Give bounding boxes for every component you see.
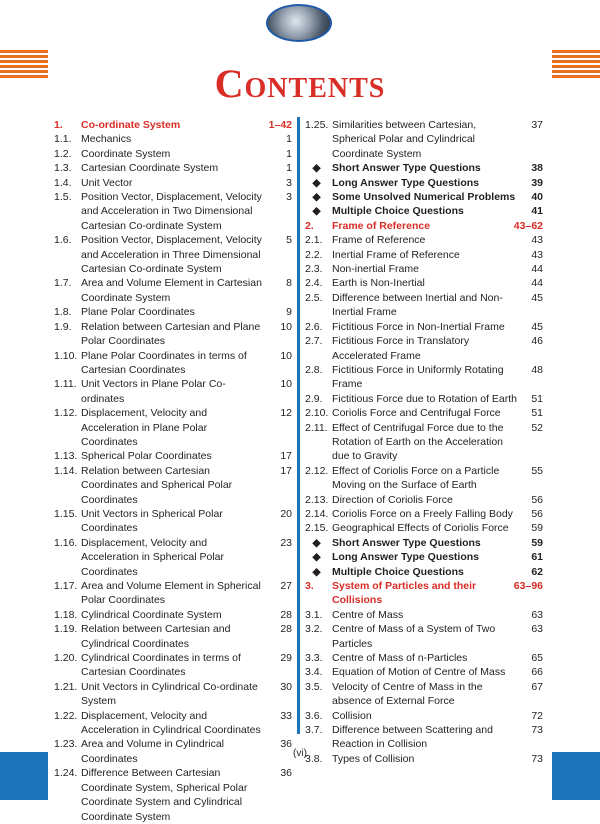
toc-entry-page: 10 — [280, 349, 292, 362]
toc-entry-number: 1.10. — [54, 349, 78, 362]
toc-entry-title: Short Answer Type Questions — [332, 162, 481, 175]
diamond-bullet-icon: ◆ — [312, 536, 321, 549]
diamond-bullet-icon: ◆ — [312, 176, 321, 189]
toc-entry-title: Collision — [332, 709, 372, 722]
blue-corner-right — [552, 752, 600, 800]
toc-entry-title: Unit Vector — [81, 176, 133, 189]
toc-entry-title: Earth is Non-Inertial — [332, 277, 425, 290]
toc-right-column — [305, 118, 543, 766]
toc-entry-title: Difference Between Cartesian Coordinate System, Spherical Polar Coordinate System and Cylindrical Coordinate System — [81, 767, 248, 823]
toc-entry-title: Area and Volume in Cylindrical Coordinates — [81, 738, 224, 765]
toc-entry — [305, 320, 543, 334]
toc-entry-number: 1.12. — [54, 407, 78, 420]
toc-entry-number: 2.12. — [305, 464, 329, 477]
toc-entry-page: 28 — [280, 623, 292, 636]
toc-entry-title: System of Particles and their Collisions — [332, 580, 477, 607]
toc-entry-title: Co-ordinate System — [81, 119, 181, 131]
toc-entry-page: 67 — [531, 680, 543, 693]
toc-entry — [305, 363, 543, 392]
toc-entry-page: 73 — [531, 752, 543, 765]
toc-entry — [305, 521, 543, 535]
toc-entry-page: 43 — [531, 234, 543, 247]
toc-entry-number: 2.3. — [305, 263, 323, 276]
toc-entry-number: 1.20. — [54, 652, 78, 665]
toc-entry — [54, 680, 292, 709]
toc-entry — [54, 651, 292, 680]
column-divider — [297, 117, 300, 734]
toc-entry-title: Long Answer Type Questions — [332, 176, 480, 189]
toc-entry-number: 1.21. — [54, 680, 78, 693]
toc-entry-number: 1.18. — [54, 608, 78, 621]
toc-entry-number: 1.4. — [54, 176, 72, 189]
toc-entry-page: 51 — [531, 407, 543, 420]
toc-entry-number: 3.8. — [305, 752, 323, 765]
toc-entry-title: Centre of Mass of a System of Two Particles — [332, 623, 496, 650]
toc-entry-title: Difference between Inertial and Non-Inertial Frame — [332, 291, 503, 319]
toc-questions-entry — [305, 161, 543, 175]
toc-entry — [305, 608, 543, 622]
toc-entry-number: 1.19. — [54, 623, 78, 636]
toc-entry-title: Fictitious Force due to Rotation of Earth — [332, 392, 518, 405]
toc-entry — [54, 464, 292, 507]
toc-entry-page: 51 — [531, 392, 543, 405]
toc-entry-page: 59 — [531, 522, 543, 535]
toc-entry-number: 2.9. — [305, 392, 323, 405]
toc-entry — [54, 320, 292, 349]
toc-entry-page: 3 — [286, 191, 292, 204]
toc-entry-title: Coriolis Force on a Freely Falling Body — [332, 507, 513, 520]
diamond-bullet-icon: ◆ — [312, 205, 321, 218]
toc-entry-title: Area and Volume Element in Cartesian Coordinate System — [81, 277, 262, 304]
toc-entry-page: 39 — [531, 176, 543, 189]
toc-entry-title: Unit Vectors in Cylindrical Co-ordinate System — [81, 680, 258, 708]
toc-entry — [305, 406, 543, 420]
toc-entry-number: 3. — [305, 580, 314, 592]
toc-entry — [305, 622, 543, 651]
toc-entry-number: 1.22. — [54, 709, 78, 722]
toc-entry-number: 2.1. — [305, 234, 323, 247]
toc-entry — [54, 579, 292, 608]
toc-entry-page: 45 — [531, 320, 543, 333]
toc-entry — [54, 161, 292, 175]
toc-entry-title: Centre of Mass — [332, 608, 404, 621]
toc-entry-page: 61 — [531, 551, 543, 564]
toc-entry — [54, 608, 292, 622]
toc-entry — [305, 493, 543, 507]
toc-entry-page: 59 — [531, 536, 543, 549]
toc-entry-number: 1.15. — [54, 507, 78, 520]
gears-emblem-image — [266, 4, 332, 42]
toc-entry — [54, 377, 292, 406]
toc-entry-number: 2.2. — [305, 248, 323, 261]
toc-entry-page: 36 — [280, 738, 292, 751]
toc-entry-page: 29 — [280, 652, 292, 665]
toc-entry-page: 10 — [280, 378, 292, 391]
toc-entry-page: 46 — [531, 335, 543, 348]
toc-entry-title: Displacement, Velocity and Acceleration in Plane Polar Coordinates — [81, 407, 208, 448]
toc-entry-page: 66 — [531, 666, 543, 679]
toc-chapter-heading — [54, 118, 292, 132]
toc-entry — [305, 709, 543, 723]
toc-entry-title: Unit Vectors in Plane Polar Co-ordinates — [81, 378, 226, 405]
toc-questions-entry — [305, 550, 543, 564]
toc-entry-number: 1.2. — [54, 147, 72, 160]
toc-entry — [305, 291, 543, 320]
toc-entry-title: Relation between Cartesian and Cylindrical Coordinates — [81, 623, 231, 650]
toc-entry-number: 1.16. — [54, 536, 78, 549]
toc-entry-page: 52 — [531, 421, 543, 434]
toc-entry-page: 20 — [280, 507, 292, 520]
toc-entry-page: 56 — [531, 493, 543, 506]
toc-entry-number: 1.14. — [54, 464, 78, 477]
toc-entry-page: 1–42 — [268, 119, 292, 131]
toc-questions-entry — [305, 536, 543, 550]
toc-entry — [305, 118, 543, 161]
toc-entry-title: Non-inertial Frame — [332, 263, 419, 276]
toc-entry — [54, 766, 292, 824]
toc-entry-title: Coriolis Force and Centrifugal Force — [332, 407, 501, 420]
diamond-bullet-icon: ◆ — [312, 551, 321, 564]
toc-entry-title: Spherical Polar Coordinates — [81, 450, 212, 463]
toc-entry-page: 65 — [531, 652, 543, 665]
toc-entry-title: Relation between Cartesian Coordinates and Spherical Polar Coordinates — [81, 464, 233, 506]
toc-entry-number: 2.5. — [305, 291, 323, 304]
toc-entry-number: 1.3. — [54, 162, 72, 175]
toc-entry — [305, 276, 543, 290]
toc-entry-title: Cylindrical Coordinates in terms of Cartesian Coordinates — [81, 652, 241, 679]
toc-entry-title: Relation between Cartesian and Plane Polar Coordinates — [81, 320, 261, 348]
toc-entry — [305, 248, 543, 262]
toc-chapter-heading — [305, 219, 543, 233]
toc-entry-page: 3 — [286, 176, 292, 189]
toc-entry-number: 2.14. — [305, 507, 329, 520]
toc-entry-page: 8 — [286, 277, 292, 290]
toc-questions-entry — [305, 204, 543, 218]
toc-entry-title: Plane Polar Coordinates — [81, 306, 195, 319]
toc-entry — [305, 507, 543, 521]
toc-entry-number: 1.9. — [54, 320, 72, 333]
toc-entry — [305, 334, 543, 363]
toc-entry-page: 63–96 — [513, 580, 543, 592]
toc-entry-number: 1.6. — [54, 234, 72, 247]
toc-entry-page: 43–62 — [513, 219, 543, 232]
toc-entry — [54, 536, 292, 579]
toc-entry — [305, 651, 543, 665]
toc-entry-page: 27 — [280, 580, 292, 592]
diamond-bullet-icon: ◆ — [312, 162, 321, 175]
toc-entry-title: Frame of Reference — [332, 234, 426, 247]
toc-entry — [54, 709, 292, 738]
toc-entry-page: 1 — [286, 147, 292, 160]
toc-entry-title: Fictitious Force in Uniformly Rotating Frame — [332, 363, 504, 391]
toc-entry-title: Unit Vectors in Spherical Polar Coordinates — [81, 507, 223, 535]
toc-entry-number: 1.1. — [54, 133, 72, 146]
page-title: Contents — [214, 61, 386, 106]
toc-entry-page: 12 — [280, 407, 292, 420]
toc-entry-number: 2.6. — [305, 320, 323, 333]
toc-entry-number: 3.1. — [305, 608, 323, 621]
toc-entry — [305, 262, 543, 276]
toc-entry-number: 3.3. — [305, 652, 323, 665]
toc-entry-page: 5 — [286, 234, 292, 247]
toc-entry-number: 3.5. — [305, 680, 323, 693]
toc-entry — [54, 449, 292, 463]
toc-entry — [54, 406, 292, 449]
toc-entry-page: 73 — [531, 724, 543, 737]
toc-entry-page: 55 — [531, 464, 543, 477]
toc-entry-title: Displacement, Velocity and Acceleration in Spherical Polar Coordinates — [81, 536, 224, 578]
toc-entry-title: Long Answer Type Questions — [332, 551, 480, 564]
toc-questions-entry — [305, 176, 543, 190]
toc-entry-number: 3.6. — [305, 709, 323, 722]
toc-entry-page: 44 — [531, 277, 543, 290]
toc-entry-title: Difference between Scattering and Reaction in Collision — [332, 724, 493, 751]
toc-entry — [54, 132, 292, 146]
toc-entry-page: 17 — [280, 464, 292, 477]
toc-chapter-heading — [305, 579, 543, 608]
toc-questions-entry — [305, 565, 543, 579]
toc-entry-page: 28 — [280, 608, 292, 621]
toc-entry-page: 23 — [280, 536, 292, 549]
toc-questions-entry — [305, 190, 543, 204]
toc-entry-page: 9 — [286, 306, 292, 319]
diamond-bullet-icon: ◆ — [312, 191, 321, 204]
toc-entry — [54, 305, 292, 319]
toc-entry-title: Inertial Frame of Reference — [332, 248, 460, 261]
toc-entry-title: Effect of Coriolis Force on a Particle Moving on the Surface of Earth — [332, 464, 500, 492]
toc-entry — [54, 507, 292, 536]
toc-entry-title: Similarities between Cartesian, Spherical Polar and Cylindrical Coordinate System — [332, 119, 477, 160]
toc-entry-title: Multiple Choice Questions — [332, 565, 464, 578]
toc-entry — [54, 190, 292, 233]
toc-entry-title: Effect of Centrifugal Force due to the Rotation of Earth on the Acceleration due to Gravity — [332, 421, 504, 463]
toc-entry-title: Cylindrical Coordinate System — [81, 608, 222, 621]
toc-entry — [54, 147, 292, 161]
toc-entry — [54, 176, 292, 190]
page-number-footer: (vi) — [293, 748, 307, 759]
toc-entry-number: 1.8. — [54, 306, 72, 319]
toc-entry-page: 36 — [280, 767, 292, 780]
toc-entry-title: Position Vector, Displacement, Velocity and Acceleration in Two Dimensional Cartesian Co-ordinate System — [81, 191, 262, 232]
toc-entry-number: 3.7. — [305, 724, 323, 737]
toc-entry-page: 40 — [531, 191, 543, 204]
toc-entry-page: 62 — [531, 565, 543, 578]
toc-entry-title: Cartesian Coordinate System — [81, 162, 219, 175]
toc-entry — [54, 349, 292, 378]
toc-entry-title: Centre of Mass of n-Particles — [332, 652, 468, 665]
diamond-bullet-icon: ◆ — [312, 565, 321, 578]
toc-entry-title: Plane Polar Coordinates in terms of Cartesian Coordinates — [81, 349, 247, 376]
toc-entry-number: 1.5. — [54, 191, 72, 204]
toc-entry-page: 63 — [531, 608, 543, 621]
toc-entry-number: 2.15. — [305, 522, 329, 535]
toc-entry-number: 2.11. — [305, 421, 328, 434]
toc-entry-number: 2.13. — [305, 493, 329, 506]
toc-entry — [305, 421, 543, 464]
toc-entry-title: Types of Collision — [332, 752, 415, 765]
toc-entry-page: 1 — [286, 133, 292, 146]
toc-entry-title: Position Vector, Displacement, Velocity and Acceleration in Three Dimensional Cartesian Co-ordinate System — [81, 234, 262, 276]
toc-entry-page: 48 — [531, 363, 543, 376]
toc-entry-title: Fictitious Force in Non-Inertial Frame — [332, 320, 505, 333]
toc-entry-number: 1.23. — [54, 738, 78, 751]
toc-entry-number: 1.24. — [54, 767, 78, 780]
toc-entry-page: 1 — [286, 162, 292, 175]
toc-left-column — [54, 118, 292, 824]
toc-entry-title: Velocity of Centre of Mass in the absence of External Force — [332, 680, 483, 708]
toc-entry-number: 2.8. — [305, 363, 323, 376]
toc-entry-page: 45 — [531, 291, 543, 304]
toc-entry — [54, 276, 292, 305]
toc-entry-title: Displacement, Velocity and Acceleration in Cylindrical Coordinates — [81, 709, 261, 737]
toc-entry-page: 44 — [531, 263, 543, 276]
toc-entry-page: 30 — [280, 680, 292, 693]
blue-corner-left — [0, 752, 48, 800]
toc-entry — [305, 464, 543, 493]
toc-entry-title: Multiple Choice Questions — [332, 205, 464, 218]
toc-entry-number: 1.13. — [54, 450, 78, 463]
toc-entry-title: Short Answer Type Questions — [332, 536, 481, 549]
toc-entry-page: 17 — [280, 450, 292, 463]
toc-entry-number: 3.4. — [305, 666, 323, 679]
toc-entry-title: Coordinate System — [81, 147, 171, 160]
toc-entry-number: 2.7. — [305, 335, 323, 348]
toc-entry-number: 1.25. — [305, 119, 329, 131]
toc-entry — [305, 233, 543, 247]
toc-entry-title: Area and Volume Element in Spherical Polar Coordinates — [81, 580, 261, 607]
toc-entry-title: Direction of Coriolis Force — [332, 493, 453, 506]
toc-entry-number: 1.17. — [54, 580, 78, 592]
toc-entry — [54, 622, 292, 651]
toc-entry-number: 1.11. — [54, 378, 77, 391]
toc-entry-page: 63 — [531, 623, 543, 636]
toc-entry — [305, 665, 543, 679]
toc-entry-page: 37 — [531, 119, 543, 131]
toc-entry-number: 2.4. — [305, 277, 323, 290]
toc-entry-title: Fictitious Force in Translatory Accelerated Frame — [332, 335, 470, 362]
toc-entry-page: 56 — [531, 507, 543, 520]
toc-entry-page: 38 — [531, 162, 543, 175]
toc-entry-number: 1. — [54, 119, 63, 131]
toc-entry-title: Some Unsolved Numerical Problems — [332, 191, 516, 204]
toc-entry-page: 43 — [531, 248, 543, 261]
toc-entry-number: 1.7. — [54, 277, 72, 290]
toc-entry — [305, 680, 543, 709]
toc-entry-number: 2.10. — [305, 407, 329, 420]
toc-entry-title: Geographical Effects of Coriolis Force — [332, 522, 509, 535]
toc-entry — [54, 233, 292, 276]
toc-entry-number: 2. — [305, 219, 314, 232]
toc-entry-page: 33 — [280, 709, 292, 722]
toc-entry-title: Mechanics — [81, 133, 132, 146]
toc-entry-page: 72 — [531, 709, 543, 722]
toc-entry — [305, 392, 543, 406]
toc-entry-title: Equation of Motion of Centre of Mass — [332, 666, 506, 679]
toc-entry-page: 41 — [531, 205, 543, 218]
toc-entry-title: Frame of Reference — [332, 219, 431, 232]
toc-entry-page: 10 — [280, 320, 292, 333]
toc-entry-number: 3.2. — [305, 623, 323, 636]
